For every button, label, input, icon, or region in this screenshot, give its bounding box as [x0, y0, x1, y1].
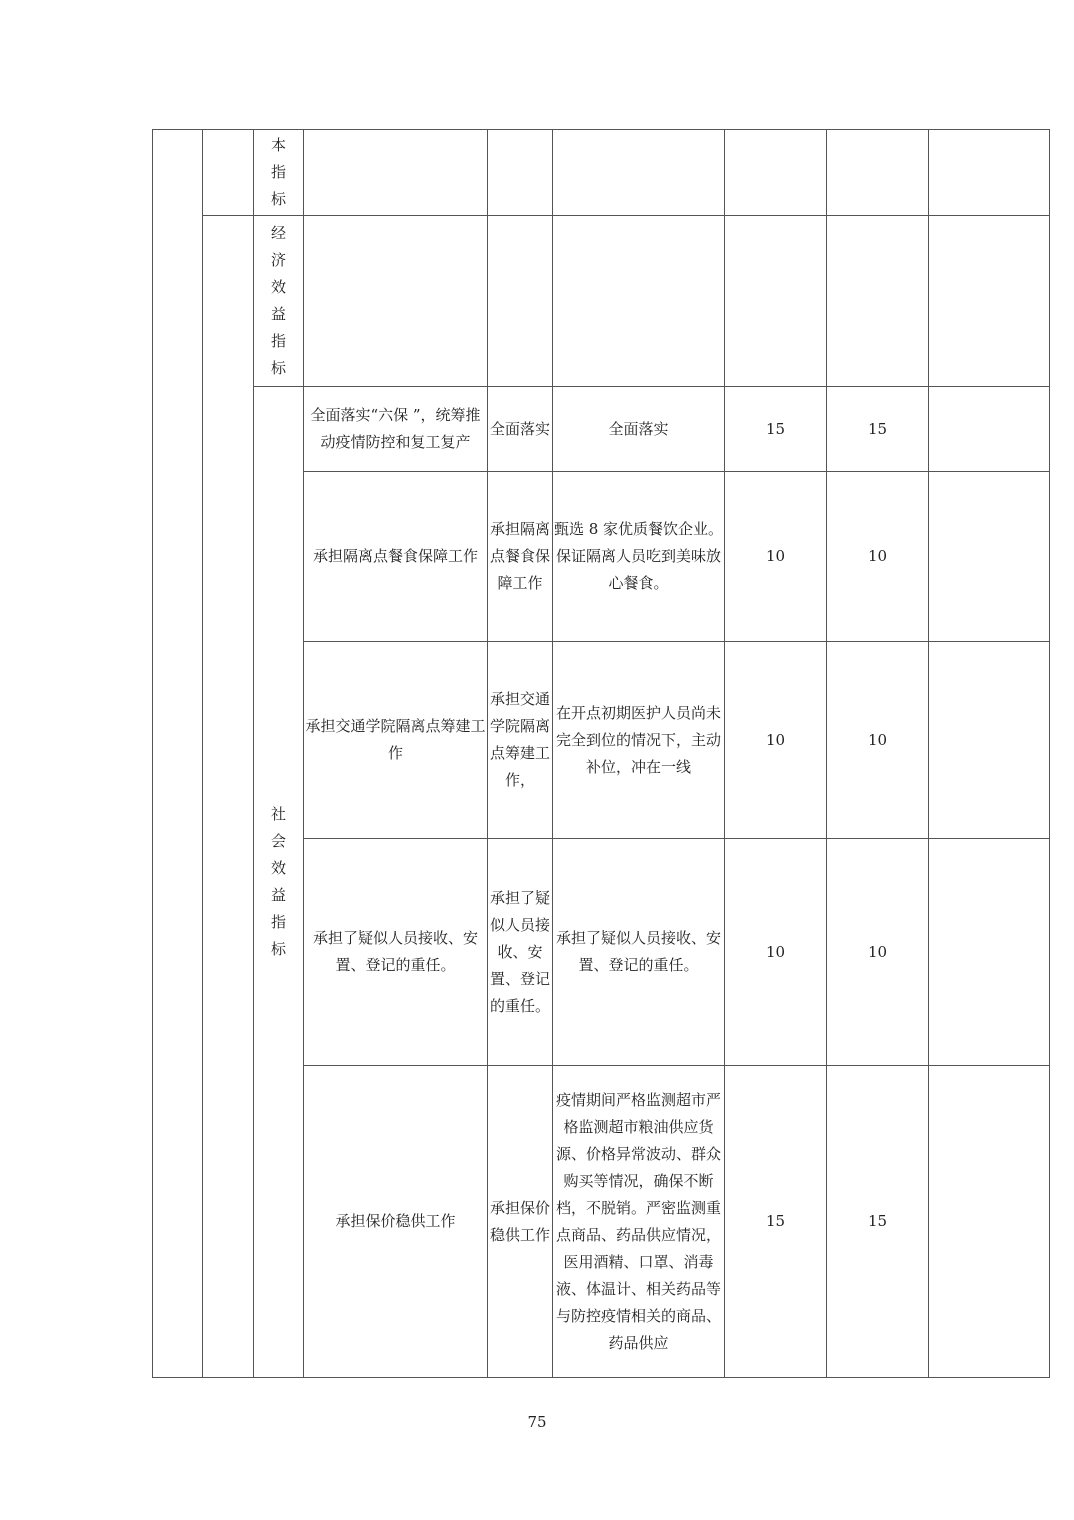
- indicator-cell: 承担保价稳供工作: [304, 1066, 488, 1378]
- indicator-type-cell: 本指标: [254, 130, 304, 216]
- target-cell: 承担保价稳供工作: [488, 1066, 553, 1378]
- category-cell-level2: [203, 130, 254, 216]
- indicator-cell: 承担交通学院隔离点筹建工作: [304, 642, 488, 839]
- score-cell: 10: [827, 839, 929, 1066]
- score-cell: 10: [827, 472, 929, 642]
- actual-cell: [553, 130, 725, 216]
- indicator-type-cell: 社会效益指标: [254, 387, 304, 1378]
- score-cell: [827, 130, 929, 216]
- table-row: [153, 216, 1050, 387]
- indicator-cell: 承担隔离点餐食保障工作: [304, 472, 488, 642]
- remark-cell: [929, 839, 1050, 1066]
- page-number: 75: [527, 1413, 547, 1431]
- indicator-cell: [304, 130, 488, 216]
- category-cell-level1: [153, 130, 203, 1378]
- actual-cell: [553, 216, 725, 387]
- actual-cell: 甄选 8 家优质餐饮企业。保证隔离人员吃到美味放心餐食。: [553, 472, 725, 642]
- table-row: [153, 387, 1050, 472]
- target-cell: 承担隔离点餐食保障工作: [488, 472, 553, 642]
- indicator-cell: 全面落实“六保 ”，统筹推动疫情防控和复工复产: [304, 387, 488, 472]
- remark-cell: [929, 130, 1050, 216]
- score-cell: 15: [827, 1066, 929, 1378]
- weight-cell: 10: [725, 839, 827, 1066]
- remark-cell: [929, 642, 1050, 839]
- remark-cell: [929, 387, 1050, 472]
- remark-cell: [929, 216, 1050, 387]
- actual-cell: 承担了疑似人员接收、安置、登记的重任。: [553, 839, 725, 1066]
- score-cell: [827, 216, 929, 387]
- score-cell: 15: [827, 387, 929, 472]
- weight-cell: 10: [725, 642, 827, 839]
- weight-cell: 10: [725, 472, 827, 642]
- remark-cell: [929, 1066, 1050, 1378]
- target-cell: 承担了疑似人员接收、安置、登记 的重任。: [488, 839, 553, 1066]
- weight-cell: 15: [725, 387, 827, 472]
- actual-cell: 在开点初期医护人员尚未完全到位的情况下，主动补位，冲在一线: [553, 642, 725, 839]
- table-row: [153, 130, 1050, 216]
- category-cell-level2: [203, 216, 254, 1378]
- performance-indicator-table: [152, 129, 1050, 1378]
- target-cell: 全面落实: [488, 387, 553, 472]
- remark-cell: [929, 472, 1050, 642]
- target-cell: [488, 216, 553, 387]
- indicator-type-cell: 经济效益指标: [254, 216, 304, 387]
- actual-cell: 全面落实: [553, 387, 725, 472]
- weight-cell: [725, 216, 827, 387]
- indicator-cell: [304, 216, 488, 387]
- target-cell: 承担交通学院隔离点筹建工作，: [488, 642, 553, 839]
- weight-cell: [725, 130, 827, 216]
- score-cell: 10: [827, 642, 929, 839]
- actual-cell: 疫情期间严格监测超市严格监测超市粮油供应货源、价格异常波动、群众购买等情况，确保不断档，不脱销。严密监测重点商品、药品供应情况，医用酒精、口罩、消毒液、体温计、相关药品等与防控疫情相关的商品、药品供应: [553, 1066, 725, 1378]
- target-cell: [488, 130, 553, 216]
- indicator-cell: 承担了疑似人员接收、安置、登记的重任。: [304, 839, 488, 1066]
- weight-cell: 15: [725, 1066, 827, 1378]
